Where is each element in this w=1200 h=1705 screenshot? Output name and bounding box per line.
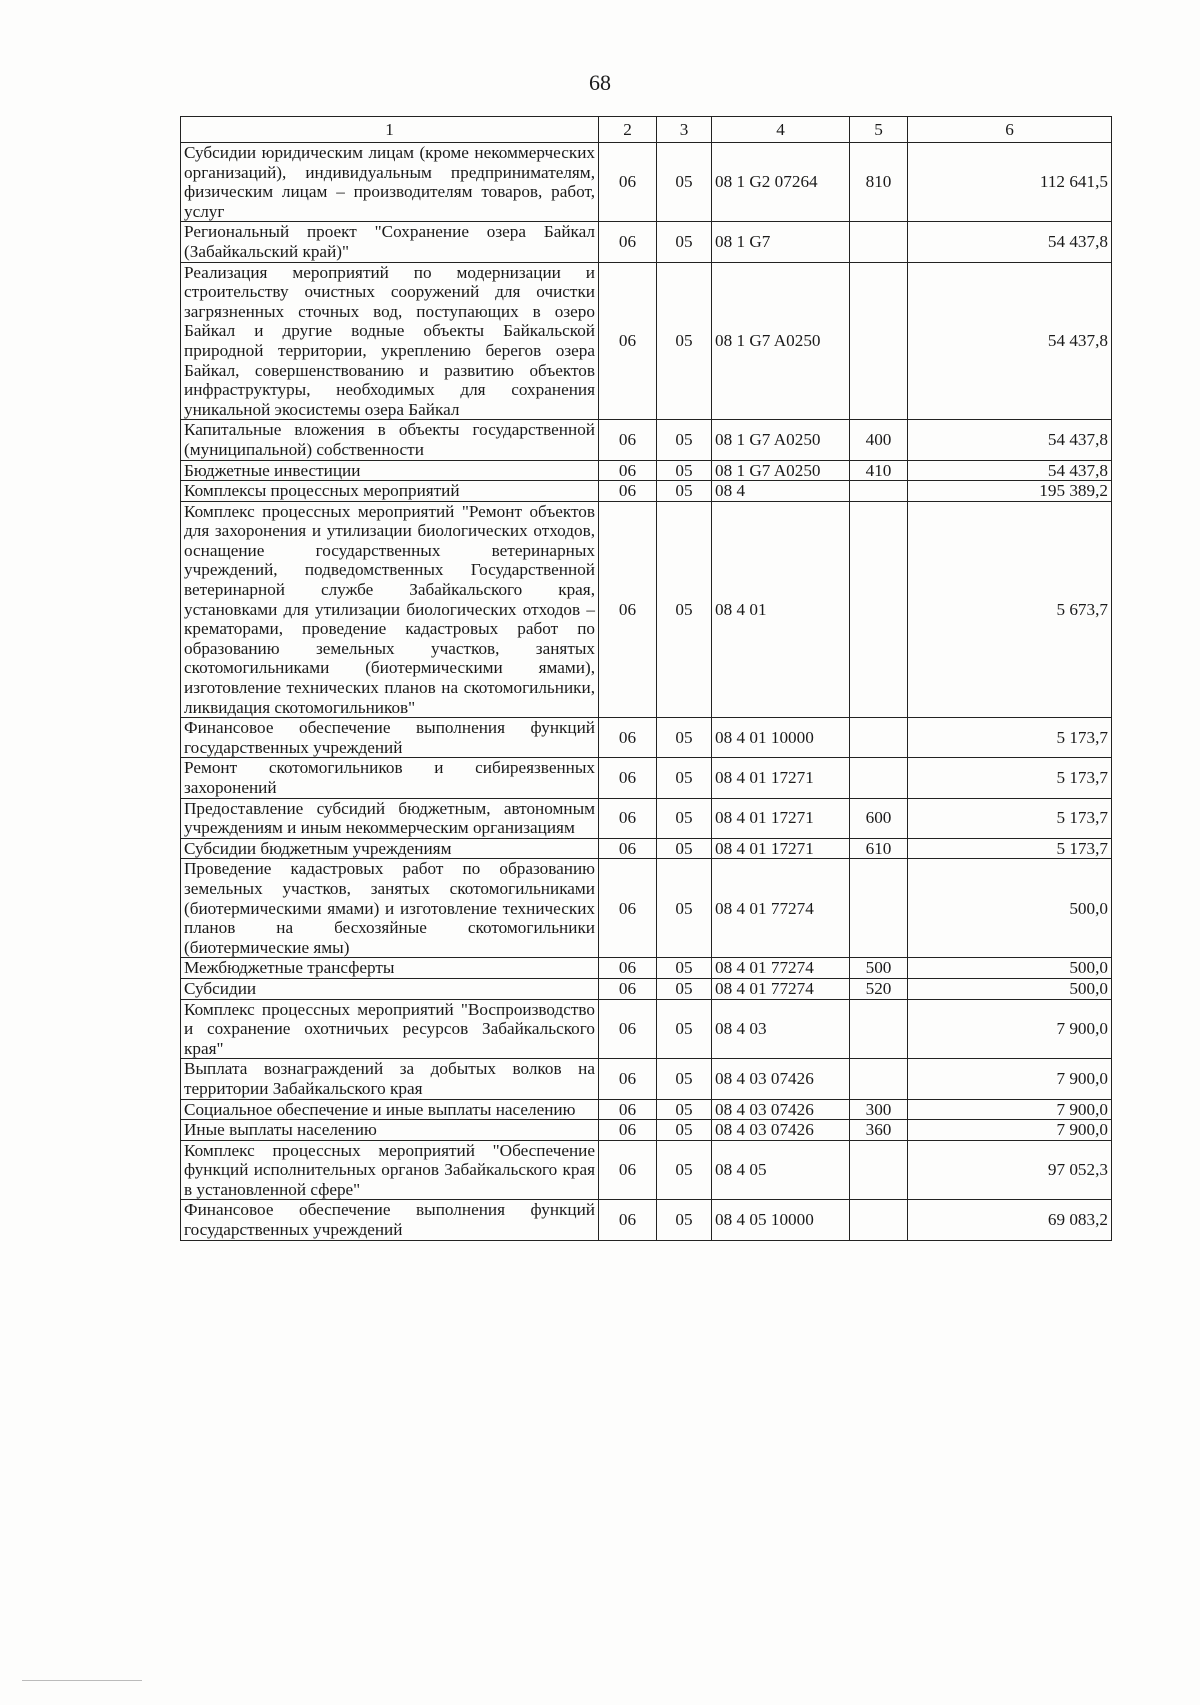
table-row (181, 1059, 1112, 1099)
table-row (181, 501, 1112, 718)
cell-name: Финансовое обеспечение выполнения функций государственных учреждений (181, 1200, 599, 1240)
column-header-4: 4 (712, 117, 850, 143)
cell-target-code: 08 4 01 77274 (712, 978, 850, 999)
cell-amount: 112 641,5 (908, 143, 1112, 222)
cell-subsection: 05 (657, 1200, 712, 1240)
cell-subsection: 05 (657, 1059, 712, 1099)
cell-name: Социальное обеспечение и иные выплаты населению (181, 1099, 599, 1120)
cell-name: Региональный проект "Сохранение озера Байкал (Забайкальский край)" (181, 222, 599, 262)
column-header-3: 3 (657, 117, 712, 143)
cell-subsection: 05 (657, 718, 712, 758)
cell-name: Ремонт скотомогильников и сибиреязвенных захоронений (181, 758, 599, 798)
budget-table (180, 116, 1112, 1241)
table-row (181, 958, 1112, 979)
cell-name: Межбюджетные трансферты (181, 958, 599, 979)
cell-target-code: 08 4 01 17271 (712, 758, 850, 798)
cell-target-code: 08 4 01 10000 (712, 718, 850, 758)
cell-subsection: 05 (657, 222, 712, 262)
column-header-6: 6 (908, 117, 1112, 143)
cell-subsection: 05 (657, 758, 712, 798)
cell-section: 06 (599, 958, 657, 979)
cell-section: 06 (599, 1140, 657, 1200)
column-header-2: 2 (599, 117, 657, 143)
cell-expense-type: 410 (850, 460, 908, 481)
cell-section: 06 (599, 758, 657, 798)
cell-amount: 500,0 (908, 978, 1112, 999)
cell-target-code: 08 4 03 (712, 999, 850, 1059)
cell-subsection: 05 (657, 1120, 712, 1141)
cell-subsection: 05 (657, 1140, 712, 1200)
cell-expense-type: 520 (850, 978, 908, 999)
cell-section: 06 (599, 420, 657, 460)
cell-amount: 7 900,0 (908, 1120, 1112, 1141)
table-row (181, 1099, 1112, 1120)
cell-section: 06 (599, 798, 657, 838)
cell-amount: 7 900,0 (908, 1059, 1112, 1099)
cell-target-code: 08 1 G2 07264 (712, 143, 850, 222)
cell-expense-type (850, 1200, 908, 1240)
table-row (181, 222, 1112, 262)
cell-amount: 5 173,7 (908, 798, 1112, 838)
cell-section: 06 (599, 999, 657, 1059)
cell-section: 06 (599, 1099, 657, 1120)
cell-amount: 5 673,7 (908, 501, 1112, 718)
cell-amount: 500,0 (908, 958, 1112, 979)
cell-expense-type: 610 (850, 838, 908, 859)
column-header-1: 1 (181, 117, 599, 143)
cell-subsection: 05 (657, 460, 712, 481)
cell-expense-type (850, 758, 908, 798)
table-row (181, 758, 1112, 798)
cell-target-code: 08 4 01 17271 (712, 838, 850, 859)
cell-section: 06 (599, 222, 657, 262)
cell-amount: 5 173,7 (908, 758, 1112, 798)
cell-subsection: 05 (657, 501, 712, 718)
cell-target-code: 08 1 G7 A0250 (712, 420, 850, 460)
cell-section: 06 (599, 838, 657, 859)
table-row (181, 460, 1112, 481)
cell-name: Реализация мероприятий по модернизации и строительству очистных сооружений для очистки загрязненных сточных вод, поступающих в озеро Байкал и другие водные объекты Байкальской природной территории, укреплению берегов озера Байкал, совершенствованию и развитию объектов инфраструктуры, необходимых для сохранения уникальной экосистемы озера Байкал (181, 262, 599, 420)
table-row (181, 999, 1112, 1059)
cell-amount: 54 437,8 (908, 222, 1112, 262)
column-header-5: 5 (850, 117, 908, 143)
cell-target-code: 08 4 03 07426 (712, 1120, 850, 1141)
cell-target-code: 08 4 03 07426 (712, 1099, 850, 1120)
cell-target-code: 08 1 G7 (712, 222, 850, 262)
cell-name: Финансовое обеспечение выполнения функций государственных учреждений (181, 718, 599, 758)
cell-name: Выплата вознаграждений за добытых волков на территории Забайкальского края (181, 1059, 599, 1099)
cell-subsection: 05 (657, 978, 712, 999)
cell-name: Субсидии юридическим лицам (кроме некоммерческих организаций), индивидуальным предпринимателям, физическим лицам – производителям товаров, работ, услуг (181, 143, 599, 222)
cell-expense-type (850, 222, 908, 262)
cell-expense-type (850, 481, 908, 502)
cell-subsection: 05 (657, 481, 712, 502)
cell-section: 06 (599, 481, 657, 502)
page-number: 68 (589, 70, 611, 95)
cell-subsection: 05 (657, 838, 712, 859)
table-row (181, 798, 1112, 838)
cell-section: 06 (599, 501, 657, 718)
cell-target-code: 08 4 01 77274 (712, 859, 850, 958)
table-row (181, 1120, 1112, 1141)
cell-name: Комплекс процессных мероприятий "Обеспечение функций исполнительных органов Забайкальского края в установленной сфере" (181, 1140, 599, 1200)
table-row (181, 1200, 1112, 1240)
cell-target-code: 08 4 01 17271 (712, 798, 850, 838)
cell-subsection: 05 (657, 420, 712, 460)
cell-amount: 54 437,8 (908, 420, 1112, 460)
table-row (181, 1140, 1112, 1200)
cell-expense-type: 400 (850, 420, 908, 460)
cell-amount: 500,0 (908, 859, 1112, 958)
cell-subsection: 05 (657, 798, 712, 838)
cell-subsection: 05 (657, 859, 712, 958)
cell-section: 06 (599, 978, 657, 999)
cell-expense-type (850, 501, 908, 718)
cell-section: 06 (599, 460, 657, 481)
cell-expense-type: 300 (850, 1099, 908, 1120)
cell-name: Предоставление субсидий бюджетным, автономным учреждениям и иным некоммерческим организациям (181, 798, 599, 838)
cell-expense-type: 810 (850, 143, 908, 222)
cell-expense-type (850, 1059, 908, 1099)
table-row (181, 978, 1112, 999)
table-row (181, 859, 1112, 958)
table-row (181, 143, 1112, 222)
cell-amount: 5 173,7 (908, 718, 1112, 758)
cell-amount: 7 900,0 (908, 1099, 1112, 1120)
cell-expense-type: 600 (850, 798, 908, 838)
cell-name: Бюджетные инвестиции (181, 460, 599, 481)
cell-name: Субсидии бюджетным учреждениям (181, 838, 599, 859)
table-row (181, 838, 1112, 859)
cell-name: Комплекс процессных мероприятий "Воспроизводство и сохранение охотничьих ресурсов Забайкальского края" (181, 999, 599, 1059)
cell-name: Иные выплаты населению (181, 1120, 599, 1141)
cell-expense-type (850, 718, 908, 758)
cell-section: 06 (599, 262, 657, 420)
cell-amount: 195 389,2 (908, 481, 1112, 502)
cell-expense-type (850, 262, 908, 420)
cell-target-code: 08 1 G7 A0250 (712, 262, 850, 420)
cell-section: 06 (599, 1059, 657, 1099)
cell-subsection: 05 (657, 999, 712, 1059)
cell-target-code: 08 4 01 77274 (712, 958, 850, 979)
cell-expense-type: 360 (850, 1120, 908, 1141)
cell-section: 06 (599, 1200, 657, 1240)
table-row (181, 262, 1112, 420)
cell-section: 06 (599, 718, 657, 758)
cell-target-code: 08 4 01 (712, 501, 850, 718)
cell-section: 06 (599, 859, 657, 958)
scan-edge-line (22, 1680, 142, 1681)
cell-amount: 54 437,8 (908, 460, 1112, 481)
cell-name: Комплексы процессных мероприятий (181, 481, 599, 502)
table-row (181, 481, 1112, 502)
table-body (181, 143, 1112, 1241)
cell-amount: 97 052,3 (908, 1140, 1112, 1200)
cell-target-code: 08 4 05 10000 (712, 1200, 850, 1240)
cell-target-code: 08 1 G7 A0250 (712, 460, 850, 481)
cell-name: Комплекс процессных мероприятий "Ремонт объектов для захоронения и утилизации биологических отходов, оснащение государственных ветеринарных учреждений, подведомственных Государственной ветеринарной службе Забайкальского края, установками для утилизации биологических отходов – крематорами, проведение кадастровых работ по образованию земельных участков, занятых скотомогильниками (биотермическими ямами), изготовление технических планов на скотомогильники, ликвидация скотомогильников" (181, 501, 599, 718)
table-header-row (181, 117, 1112, 143)
cell-subsection: 05 (657, 958, 712, 979)
cell-expense-type (850, 1140, 908, 1200)
cell-amount: 5 173,7 (908, 838, 1112, 859)
cell-amount: 7 900,0 (908, 999, 1112, 1059)
cell-expense-type (850, 999, 908, 1059)
cell-name: Капитальные вложения в объекты государственной (муниципальной) собственности (181, 420, 599, 460)
cell-section: 06 (599, 143, 657, 222)
cell-subsection: 05 (657, 262, 712, 420)
cell-name: Проведение кадастровых работ по образованию земельных участков, занятых скотомогильниками (биотермическими ямами) и изготовление технических планов на бесхозяйные скотомогильники (биотермические ямы) (181, 859, 599, 958)
table-row (181, 718, 1112, 758)
cell-target-code: 08 4 03 07426 (712, 1059, 850, 1099)
cell-subsection: 05 (657, 1099, 712, 1120)
cell-expense-type: 500 (850, 958, 908, 979)
cell-section: 06 (599, 1120, 657, 1141)
cell-target-code: 08 4 (712, 481, 850, 502)
cell-expense-type (850, 859, 908, 958)
cell-target-code: 08 4 05 (712, 1140, 850, 1200)
cell-name: Субсидии (181, 978, 599, 999)
cell-amount: 69 083,2 (908, 1200, 1112, 1240)
cell-subsection: 05 (657, 143, 712, 222)
cell-amount: 54 437,8 (908, 262, 1112, 420)
table-row (181, 420, 1112, 460)
